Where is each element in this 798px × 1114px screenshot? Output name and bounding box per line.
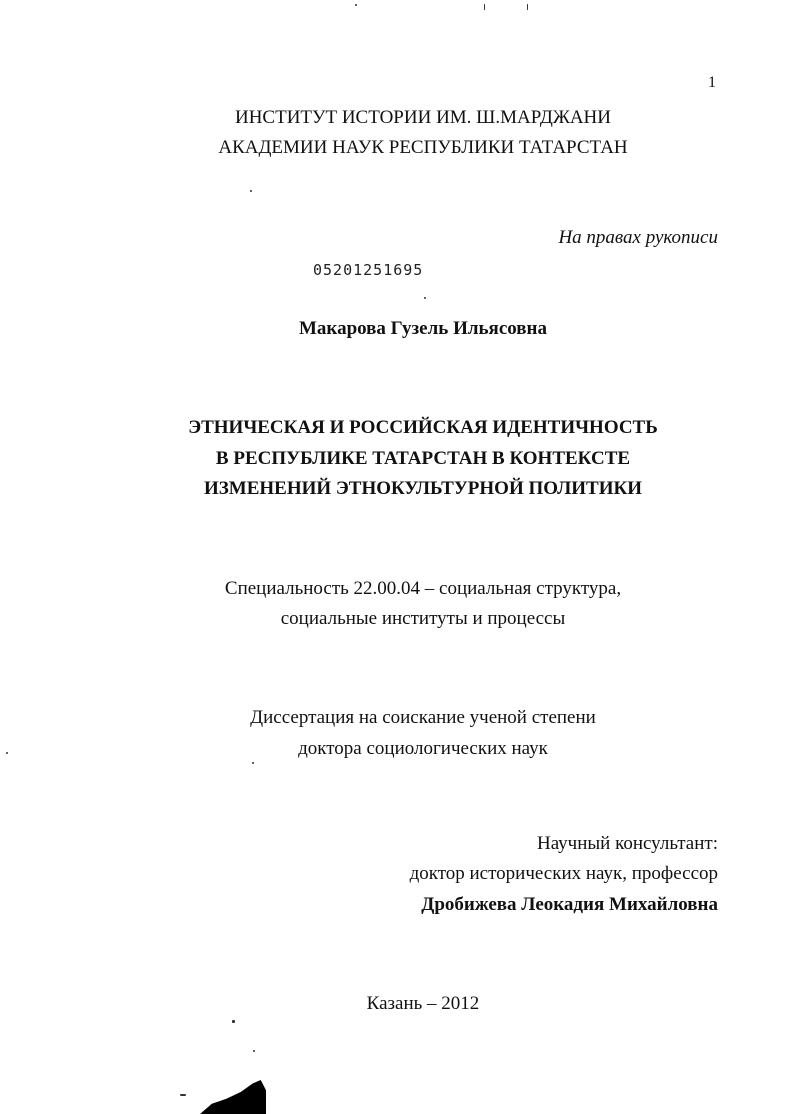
- scan-speck: [232, 1020, 235, 1023]
- consultant-position: доктор исторических наук, профессор: [409, 863, 718, 884]
- institute-name-line2: АКАДЕМИИ НАУК РЕСПУБЛИКИ ТАТАРСТАН: [218, 137, 628, 158]
- consultant-name: Дробижева Леокадия Михайловна: [421, 894, 718, 915]
- scan-speck: [484, 4, 485, 10]
- scan-speck: [355, 4, 357, 6]
- author-name: Макарова Гузель Ильясовна: [298, 318, 548, 339]
- title-line2: В РЕСПУБЛИКЕ ТАТАРСТАН В КОНТЕКСТЕ: [215, 448, 631, 469]
- consultant-label: Научный консультант:: [536, 833, 718, 854]
- specialty-line2: социальные институты и процессы: [280, 608, 566, 629]
- scan-speck: [527, 4, 528, 10]
- institute-name-line1: ИНСТИТУТ ИСТОРИИ ИМ. Ш.МАРДЖАНИ: [234, 107, 612, 128]
- registration-number: 05201251695: [313, 261, 424, 279]
- specialty-line1: Специальность 22.00.04 – социальная структура,: [224, 578, 622, 599]
- page-number: 1: [708, 74, 716, 91]
- place-year: Казань – 2012: [366, 993, 480, 1014]
- scan-ink-blot: [200, 1080, 266, 1114]
- title-line3: ИЗМЕНЕНИЙ ЭТНОКУЛЬТУРНОЙ ПОЛИТИКИ: [203, 478, 643, 499]
- scan-speck: [250, 190, 252, 192]
- scan-speck: [180, 1094, 186, 1096]
- scan-speck: [253, 1050, 255, 1052]
- title-line1: ЭТНИЧЕСКАЯ И РОССИЙСКАЯ ИДЕНТИЧНОСТЬ: [188, 417, 658, 438]
- manuscript-note: На правах рукописи: [558, 227, 718, 248]
- degree-line2: доктора социологических наук: [298, 738, 548, 759]
- degree-line1: Диссертация на соискание ученой степени: [250, 707, 596, 728]
- scan-speck: [424, 297, 426, 299]
